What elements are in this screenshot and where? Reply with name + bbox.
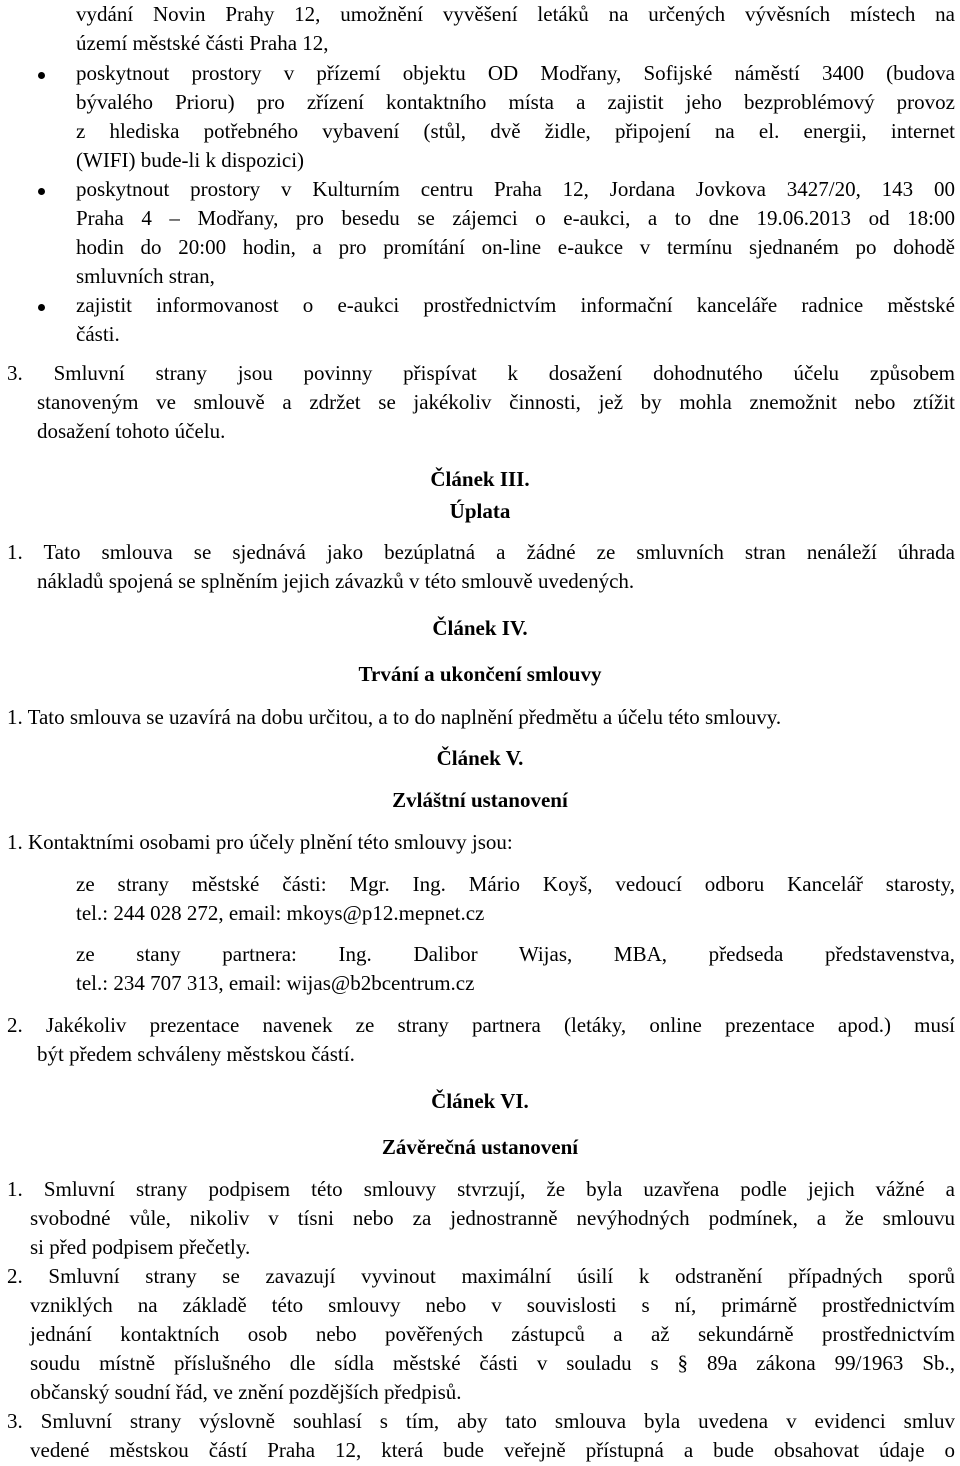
text-line: vzniklých na základě této smlouvy nebo v souvislosti s ní, primárně prostřednictvím [30, 1293, 955, 1317]
text-line: občanský soudní řád, ve znění pozdějších předpisů. [30, 1380, 462, 1404]
article-title: Trvání a ukončení smlouvy [358, 662, 602, 686]
text-line: z hlediska potřebného vybavení (stůl, dvě židle, připojení na el. energii, internet [76, 119, 955, 143]
article-heading: Článek VI. [431, 1089, 529, 1113]
text-line: 2. Smluvní strany se zavazují vyvinout maximální úsilí k odstranění případných sporů [7, 1264, 955, 1288]
text-line: být předem schváleny městskou částí. [37, 1042, 355, 1066]
text-line: hodin do 20:00 hodin, a pro promítání on-line e-aukce v termínu sjednaném po dohodě [76, 235, 955, 259]
text-line: území městské části Praha 12, [76, 31, 329, 55]
text-line: poskytnout prostory v Kulturním centru Praha 12, Jordana Jovkova 3427/20, 143 00 [76, 177, 955, 201]
article-title: Zvláštní ustanovení [392, 788, 568, 812]
text-line: 1. Kontaktními osobami pro účely plnění této smlouvy jsou: [7, 830, 513, 854]
text-line: si před podpisem přečetly. [30, 1235, 251, 1259]
text-line: nákladů spojená se splněním jejich závazků v této smlouvě uvedených. [37, 569, 635, 593]
text-line: ze strany městské části: Mgr. Ing. Mário Koyš, vedoucí odboru Kancelář starosty, [76, 872, 955, 896]
text-line: dosažení tohoto účelu. [37, 419, 226, 443]
article-heading: Článek III. [430, 467, 530, 491]
text-line: tel.: 234 707 313, email: wijas@b2bcentrum.cz [76, 971, 475, 995]
text-line: vedené městskou částí Praha 12, která bude veřejně přístupná a bude obsahovat údaje o [30, 1438, 955, 1462]
text-line: 1. Tato smlouva se sjednává jako bezúplatná a žádné ze smluvních stran nenáleží úhrada [7, 540, 955, 564]
text-line: části. [76, 322, 120, 346]
text-line: 3. Smluvní strany výslovně souhlasí s tím, aby tato smlouva byla uvedena v evidenci smluv [7, 1409, 955, 1433]
text-line: 1. Smluvní strany podpisem této smlouvy stvrzují, že byla uzavřena podle jejich vážné a [7, 1177, 955, 1201]
text-line: ze stany partnera: Ing. Dalibor Wijas, MBA, předseda představenstva, [76, 942, 955, 966]
text-line: zajistit informovanost o e-aukci prostřednictvím informační kanceláře radnice městské [76, 293, 955, 317]
text-line: smluvních stran, [76, 264, 215, 288]
text-line: stanoveným ve smlouvě a zdržet se jakékoliv činnosti, jež by mohla znemožnit nebo ztížit [37, 390, 955, 414]
text-line: 1. Tato smlouva se uzavírá na dobu určitou, a to do naplnění předmětu a účelu této smlouvy. [7, 705, 782, 729]
text-line: vydání Novin Prahy 12, umožnění vyvěšení letáků na určených vývěsních místech na [76, 2, 955, 26]
text-line: 3. Smluvní strany jsou povinny přispívat k dosažení dohodnutého účelu způsobem [7, 361, 955, 385]
text-line: jednání kontaktních osob nebo pověřených zástupců a až sekundárně prostřednictvím [30, 1322, 955, 1346]
bullet-icon [38, 304, 45, 311]
article-title: Závěrečná ustanovení [381, 1135, 579, 1159]
article-title: Úplata [449, 499, 511, 523]
text-line: poskytnout prostory v přízemí objektu OD Modřany, Sofijské náměstí 3400 (budova [76, 61, 955, 85]
text-line: bývalého Prioru) pro zřízení kontaktního místa a zajistit jeho bezproblémový provoz [76, 90, 955, 114]
text-line: Praha 4 – Modřany, pro besedu se zájemci o e-aukci, a to dne 19.06.2013 od 18:00 [76, 206, 955, 230]
text-line: soudu místně příslušného dle sídla městské části v souladu s § 89a zákona 99/1963 Sb., [30, 1351, 955, 1375]
text-line: tel.: 244 028 272, email: mkoys@p12.mepnet.cz [76, 901, 485, 925]
bullet-icon [38, 72, 45, 79]
text-line: svobodné vůle, nikoliv v tísni nebo za jednostranně nevýhodných podmínek, a že smlouvu [30, 1206, 955, 1230]
text-line: 2. Jakékoliv prezentace navenek ze strany partnera (letáky, online prezentace apod.) musí [7, 1013, 955, 1037]
bullet-icon [38, 188, 45, 195]
text-line: (WIFI) bude-li k dispozici) [76, 148, 305, 172]
article-heading: Článek V. [436, 746, 524, 770]
article-heading: Článek IV. [432, 616, 528, 640]
